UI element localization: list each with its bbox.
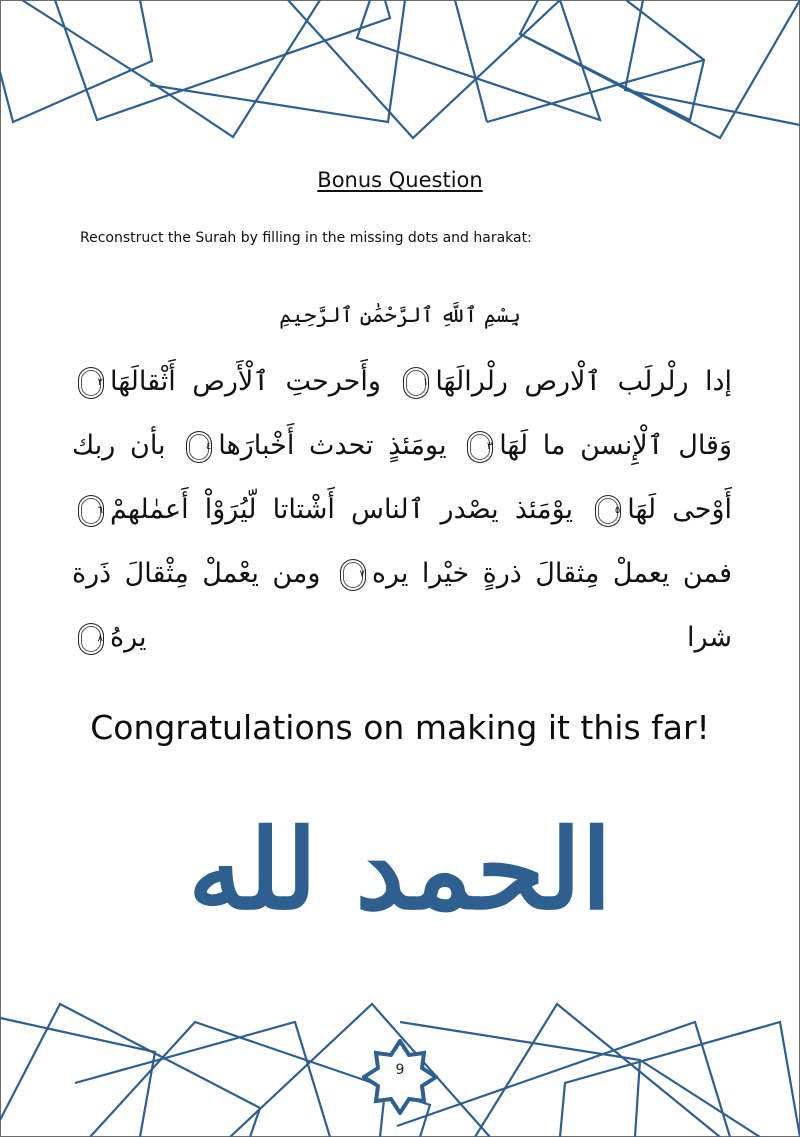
verse-marker-5: ٥ [595,495,621,527]
verse-6: يوْمَئذ يصْدر ٱلناس أَشْتاتا لّيُرَوْاْ أَعمٰلهمْ [110,494,574,525]
verse-8: ومن يعْملْ مِثْقالَ ذَرة شرا يرهُ [72,558,732,653]
verse-marker-1: ١ [403,367,429,399]
instructions-text: Reconstruct the Surah by filling in the missing dots and harakat: [80,230,532,246]
page-number: 9 [395,1062,405,1078]
verse-marker-3: ٣ [467,431,493,463]
bismillah: بِسْمِ ٱللَّهِ ٱلرَّحْمَٰنِ ٱلرَّحِيمِ [279,303,521,327]
congratulations-heading: Congratulations on making it this far! [90,708,710,747]
alhamdulillah-calligraphy: الحمد لله [188,805,612,934]
page-title [0,168,800,192]
geometric-pattern-top [0,0,800,140]
verse-4: يومَئذٍ تحدث أَخْبارَها [218,430,447,461]
verse-marker-8: ٨ [78,623,104,655]
verse-marker-7: ٧ [340,559,366,591]
page-title-text: Bonus Question [317,168,483,192]
verse-2: وأَحرحتِ ٱلْأَرص أَثْقالَهَا [110,366,381,397]
surah-verses [72,350,732,670]
verse-marker-6: ٦ [78,495,104,527]
verse-marker-2: ٢ [78,367,104,399]
verse-7: فمن يعملْ مِثقالَ ذرةٍ خيْرا يره [371,558,733,589]
verse-1: إدا رلْرلَب ٱلْارص رلْرالَهَا [435,366,732,397]
verse-marker-4: ٤ [186,431,212,463]
verse-3: وَقال ٱلْإِنسن ما لَهَا [499,430,732,461]
verse-5: بأن ربك أَوْحى لَهَا [72,430,732,525]
